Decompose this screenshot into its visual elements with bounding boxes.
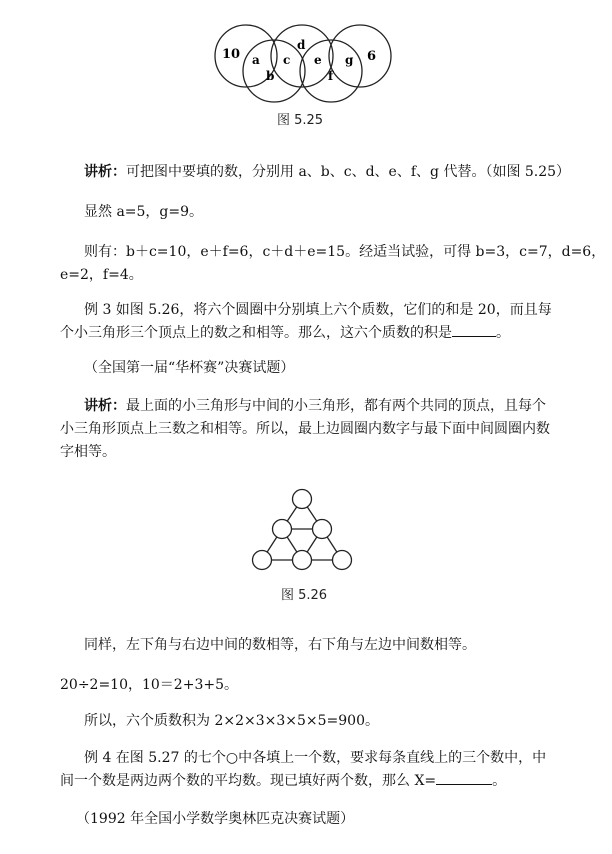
- fig525-label-c: c: [283, 53, 291, 67]
- node-bottom-right: [333, 551, 352, 570]
- fig525-label-f: f: [328, 69, 334, 83]
- figure-5-25-caption: 图 5.25: [277, 113, 324, 128]
- example-3-line-1: 例 3 如图 5.26，将六个圆圈中分别填上六个质数，它们的和是 20，而且每: [84, 302, 552, 318]
- example-4-line-1: 例 4 在图 5.27 的七个○中各填上一个数，要求每条直线上的三个数中，中: [84, 750, 547, 766]
- fig525-label-e: e: [314, 53, 322, 67]
- fig525-label-d: d: [297, 38, 306, 52]
- example-3-line-2: [60, 321, 510, 345]
- example-3-line-2-end: 。: [496, 325, 510, 341]
- node-bottom-left: [253, 551, 272, 570]
- analysis-1: [84, 160, 570, 184]
- node-bottom-middle: [293, 551, 312, 570]
- analysis-2-label: 讲析：: [84, 398, 126, 414]
- circle-center: [271, 25, 333, 87]
- example-3-line-2-text: 个小三角形三个顶点上的数之和相等。那么，这六个质数的积是: [60, 325, 452, 341]
- analysis-2-text-1: 最上面的小三角形与中间的小三角形，都有两个共同的顶点，且每个: [126, 398, 546, 414]
- figure-5-26-caption: 图 5.26: [281, 588, 328, 603]
- node-middle-left: [273, 520, 292, 539]
- node-top: [293, 490, 312, 509]
- fig525-label-a: a: [252, 53, 260, 67]
- fig525-label-b: b: [266, 69, 275, 83]
- line-then-2: e=2，f=4。: [60, 267, 143, 283]
- analysis-1-label: 讲析：: [84, 164, 126, 180]
- circle-right: [329, 25, 391, 87]
- line-calc: 20÷2=10，10＝2+3+5。: [60, 677, 238, 693]
- fig525-label-g: g: [345, 53, 354, 67]
- example-4-source: （1992 年全国小学数学奥林匹克决赛试题）: [76, 811, 355, 827]
- example-4-line-2: [60, 769, 506, 793]
- analysis-1-text: 可把图中要填的数，分别用 a、b、c、d、e、f、g 代替。（如图 5.25）: [126, 164, 571, 180]
- line-obvious: 显然 a=5，g=9。: [84, 204, 204, 220]
- fig525-label-6: 6: [367, 49, 377, 64]
- example-4-line-2-text: 间一个数是两边两个数的平均数。现已填好两个数，那么 X=: [60, 773, 437, 789]
- line-then-1: 则有：b＋c=10，e＋f=6，c＋d＋e=15。经适当试验，可得 b=3，c=7，d=6，: [84, 244, 606, 260]
- figure-5-25-diagram: [200, 18, 410, 108]
- example-3-source: （全国第一届“华杯赛”决赛试题）: [84, 360, 295, 376]
- example-4-line-2-end: 。: [492, 773, 507, 789]
- line-same: 同样，左下角与右边中间的数相等，右下角与左边中间数相等。: [84, 637, 476, 653]
- analysis-2-line-2: 小三角形顶点上三数之和相等。所以，最上边圆圈内数字与最下面中间圆圈内数: [60, 421, 550, 437]
- analysis-2-line-3: 字相等。: [60, 444, 116, 460]
- node-middle-right: [313, 520, 332, 539]
- analysis-2-line-1: [84, 394, 546, 418]
- fig525-label-10: 10: [222, 47, 241, 62]
- figure-5-26-diagram: [245, 482, 360, 582]
- answer-blank-1: [452, 322, 496, 337]
- line-product: 所以，六个质数积为 2×2×3×3×5×5=900。: [84, 713, 379, 729]
- answer-blank-2: [436, 770, 492, 785]
